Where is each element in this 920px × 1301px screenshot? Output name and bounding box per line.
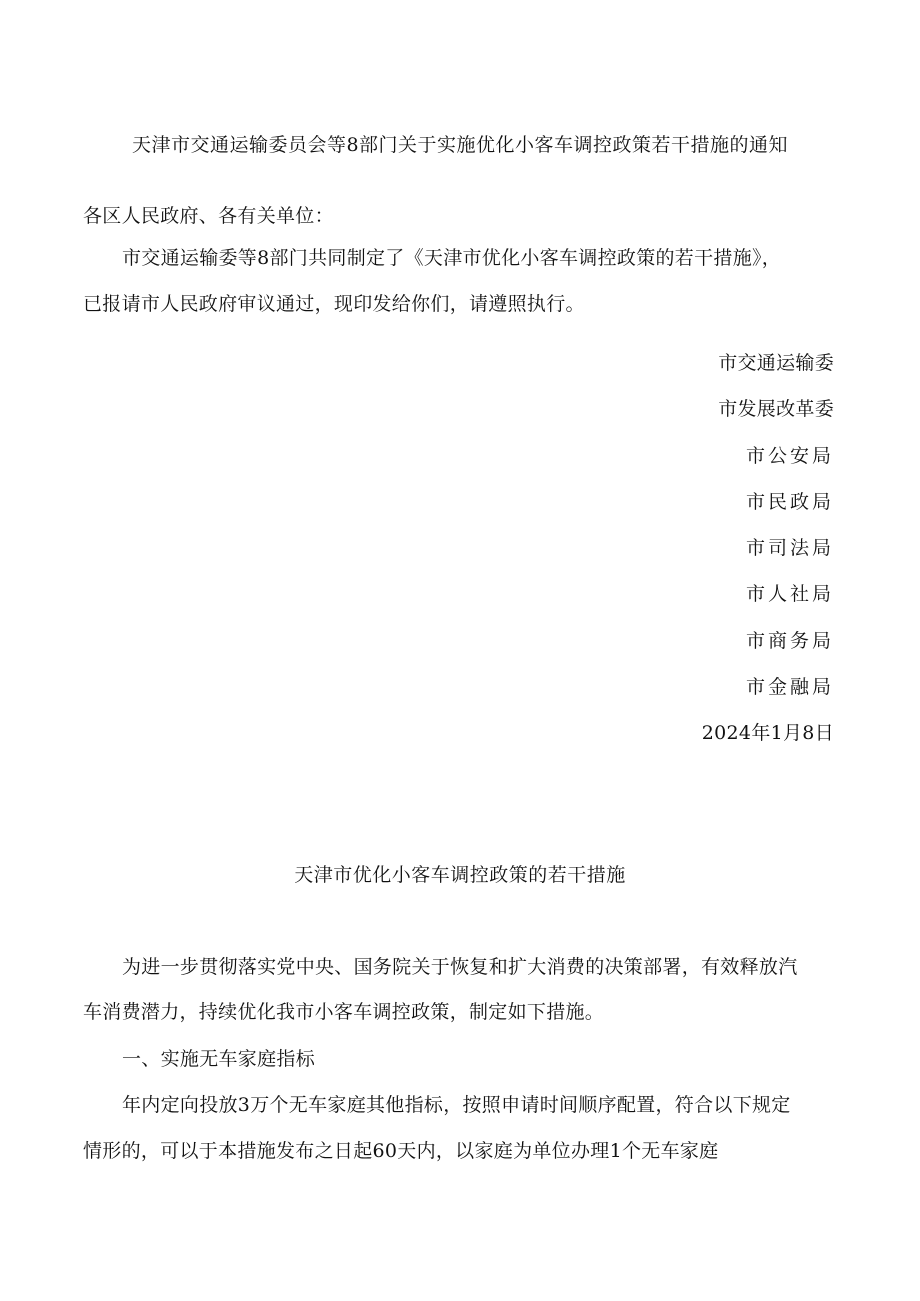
notice-body-line-1: 市交通运输委等8部门共同制定了《天津市优化小客车调控政策的若干措施》， xyxy=(122,247,782,269)
section-1-heading: 一、实施无车家庭指标 xyxy=(122,1048,316,1070)
notice-title: 天津市交通运输委员会等8部门关于实施优化小客车调控政策若干措施的通知 xyxy=(131,134,789,156)
signatory-1: 市交通运输委 xyxy=(718,352,834,374)
signatory-5: 市司法局 xyxy=(745,537,834,559)
section-1-line-1: 年内定向投放3万个无车家庭其他指标，按照申请时间顺序配置，符合以下规定 xyxy=(122,1094,791,1116)
notice-body-line-2: 已报请市人民政府审议通过，现印发给你们，请遵照执行。 xyxy=(83,293,585,315)
measures-intro-line-2: 车消费潜力，持续优化我市小客车调控政策，制定如下措施。 xyxy=(83,1001,605,1023)
signatory-8: 市金融局 xyxy=(745,676,834,698)
notice-date: 2024年1月8日 xyxy=(701,722,834,744)
signatory-4: 市民政局 xyxy=(745,491,834,513)
signatory-3: 市公安局 xyxy=(745,445,834,467)
signatory-2: 市发展改革委 xyxy=(718,398,834,420)
section-1-line-2: 情形的，可以于本措施发布之日起60天内，以家庭为单位办理1个无车家庭 xyxy=(83,1140,719,1162)
measures-intro-line-1: 为进一步贯彻落实党中央、国务院关于恢复和扩大消费的决策部署，有效释放汽 xyxy=(122,956,798,978)
signatory-6: 市人社局 xyxy=(745,583,834,605)
measures-title: 天津市优化小客车调控政策的若干措施 xyxy=(294,864,626,886)
salutation: 各区人民政府、各有关单位： xyxy=(83,205,334,227)
signatory-7: 市商务局 xyxy=(745,630,834,652)
